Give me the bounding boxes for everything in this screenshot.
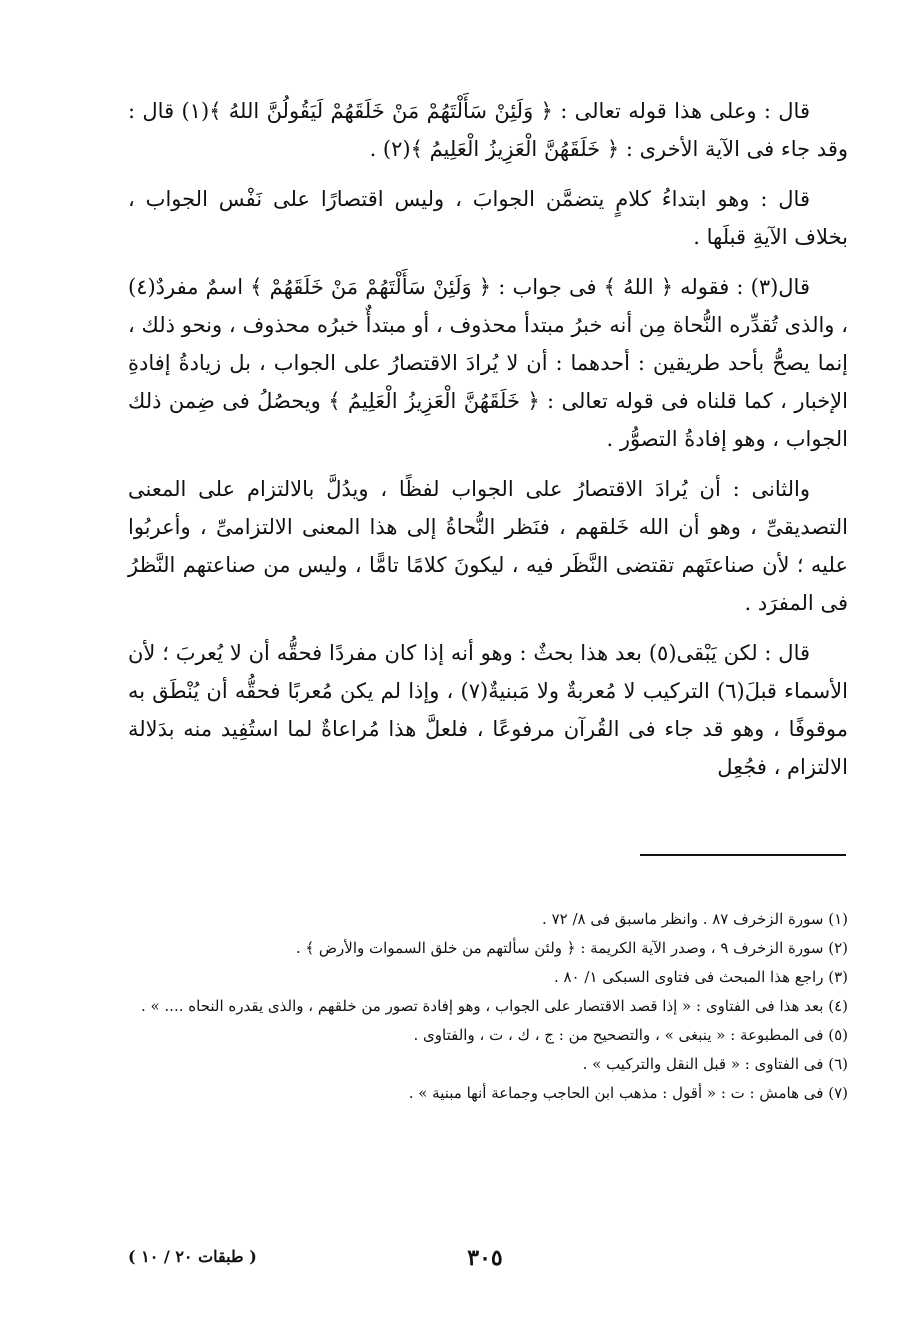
paragraph: والثانى : أن يُرادَ الاقتصارُ على الجواب لفظًا ، ويدُلَّ بالالتزام على المعنى التصديقىِّ ، وهو أن الله خَلقهم ، فنَظر النُّحاةُ إلى هذا المعنى الالتزامىِّ ، وأعربُوا عليه ؛ لأن صناعتَهم تقتضى النَّظَر فيه ، ليكونَ كلامًا تامًّا ، وليس من صناعتهم النَّظرُ فى المفرَد . <box>128 477 848 615</box>
page-number: ٣٠٥ <box>467 1245 503 1271</box>
footnote: (٣) راجع هذا المبحث فى فتاوى السبكى ١/ ٨٠ . <box>553 968 848 986</box>
footnote: (٧) فى هامش : ت : « أقول : مذهب ابن الحاجب وجماعة أنها مبنية » . <box>408 1084 848 1102</box>
footnote: (٢) سورة الزخرف ٩ ، وصدر الآية الكريمة : ﴿ ولئن سألتهم من خلق السموات والأرض ﴾ . <box>295 939 848 957</box>
paragraph: قال : وهو ابتداءُ كلامٍ يتضمَّن الجوابَ ، وليس اقتصارًا على نَفْس الجواب ، بخلاف الآيةِ قبلَها . <box>128 187 848 249</box>
paragraph: قال(٣) : فقوله ﴿ اللهُ ﴾ فى جواب : ﴿ وَلَئِنْ سَأَلْتَهُمْ مَنْ خَلَقَهُمْ ﴾ اسمٌ مفردٌ(٤) ، والذى تُقدِّره النُّحاة مِن أنه خبرُ مبتدأ محذوف ، أو مبتدأٌ خبرُه محذوف ، ونحو ذلك ، إنما يصحُّ بأحد طريقين : أحدهما : أن لا يُرادَ الاقتصارُ على الجواب ، بل زيادةُ إفادةِ الإخبار ، كما قلناه فى قوله تعالى : ﴿ خَلَقَهُنَّ الْعَزِيزُ الْعَلِيمُ ﴾ ويحصُلُ فى ضِمن ذلك الجواب ، وهو إفادةُ التصوُّر . <box>128 275 848 451</box>
footnote: (٦) فى الفتاوى : « قبل النقل والتركيب » . <box>582 1055 848 1073</box>
footnote-separator <box>640 854 846 856</box>
footnotes <box>128 905 848 1108</box>
main-text-body <box>128 92 848 798</box>
footnote: (٥) فى المطبوعة : « ينبغى » ، والتصحيح من : ج ، ك ، ت ، والفتاوى . <box>413 1026 848 1044</box>
footnote: (١) سورة الزخرف ٨٧ . وانظر ماسبق فى ٨/ ٧٢ . <box>542 910 848 928</box>
print-signature: ( طبقات ٢٠ / ١٠ ) <box>128 1247 257 1266</box>
paragraph: قال : وعلى هذا قوله تعالى : ﴿ وَلَئِنْ سَأَلْتَهُمْ مَنْ خَلَقَهُمْ لَيَقُولُنَّ اللهُ ﴾(١) قال : وقد جاء فى الآية الأخرى : ﴿ خَلَقَهُنَّ الْعَزِيزُ الْعَلِيمُ ﴾(٢) . <box>128 99 848 161</box>
footnote: (٤) بعد هذا فى الفتاوى : « إذا قصد الاقتصار على الجواب ، وهو إفادة تصور من خلقهم ، والذى يقدره النحاه .... » . <box>140 997 848 1015</box>
paragraph: قال : لكن يَبْقى(٥) بعد هذا بحثٌ : وهو أنه إذا كان مفردًا فحقُّه أن لا يُعربَ ؛ لأن الأسماء قبلَ(٦) التركيب لا مُعربةٌ ولا مَبنيةٌ(٧) ، وإذا لم يكن مُعربًا فحقُّه أن يُنْطَق به موقوفًا ، وهو قد جاء فى القُرآن مرفوعًا ، فلعلَّ هذا مُراعاةٌ لما استُفِيد منه بدَلالة الالتزام ، فجُعِل <box>128 641 848 779</box>
